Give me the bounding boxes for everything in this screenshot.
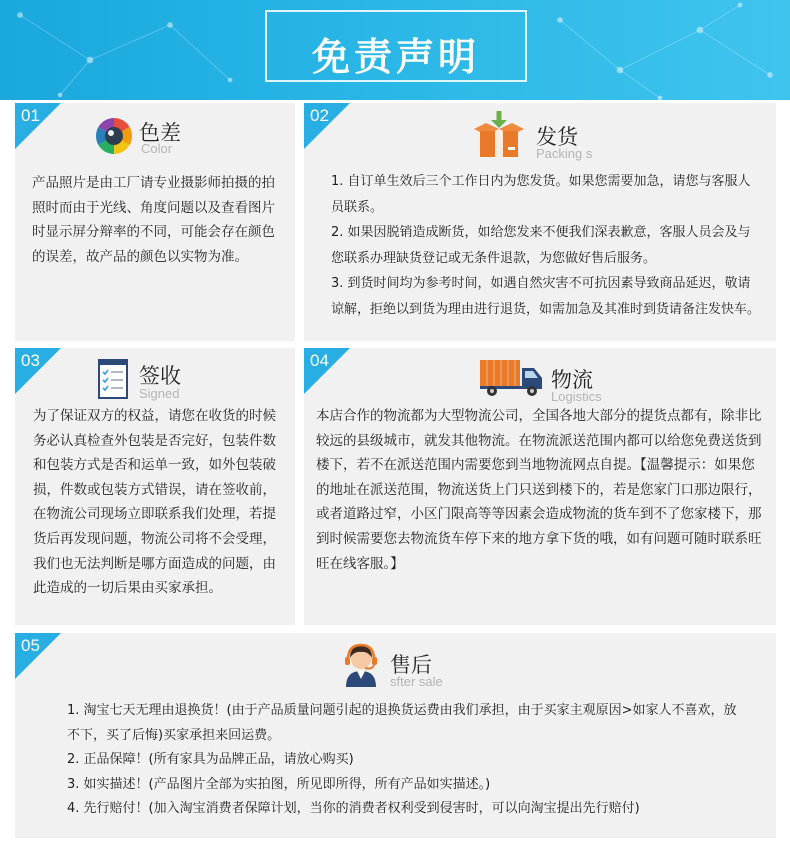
- body-line: 本店合作的物流都为大型物流公司，全国各地大部分的提货点都有，除非比较远的县级城市，就发其他物流。在物流派送范围内都可以给您免费送货到楼下，若不在派送范围内需要您到当地物流网点自提。【温馨提示：如果您的地址在派送范围，物流送货上门只送到楼下的，若是您家门口那边限行，或者道路过窄，小区门限高等等因素会造成物流的货车到不了您家楼下，那到时候需要您去物流货车停下来的地方拿下货的哦，如有问题可随时联系旺旺在线客服。】: [316, 408, 762, 572]
- section-after-sale: [15, 633, 776, 838]
- section-title: 发货: [536, 125, 578, 149]
- section-body: [32, 171, 282, 269]
- package-box-icon: [472, 109, 526, 159]
- section-body: [67, 699, 747, 822]
- section-number: 03: [21, 351, 40, 370]
- section-subtitle: Logistics: [551, 389, 602, 404]
- section-signed: [15, 348, 295, 625]
- section-number: 04: [310, 351, 329, 370]
- section-title: 色差: [139, 121, 181, 145]
- body-line: 3. 如实描述！(产品图片全部为实拍图，所见即所得，所有产品如实描述。): [67, 776, 491, 792]
- section-title: 售后: [390, 653, 432, 677]
- body-line: 为了保证双方的权益，请您在收货的时候务必认真检查外包装是否完好，包装件数和包装方式是否和运单一致，如外包装破损，件数或包装方式错误，请在签收前，在物流公司现场立即联系我们处理，若提货后再发现问题，物流公司将不会受理，我们也无法判断是哪方面造成的问题，由此造成的一切后果由买家承担。: [33, 408, 276, 597]
- section-packing: [304, 103, 776, 341]
- section-subtitle: Color: [141, 141, 173, 156]
- checklist-icon: [98, 359, 128, 399]
- section-subtitle: Signed: [139, 386, 180, 401]
- section-body: [331, 169, 761, 322]
- section-body: [33, 404, 283, 601]
- section-subtitle: Packing s: [536, 146, 593, 161]
- section-number: 02: [310, 106, 329, 125]
- section-title: 物流: [551, 368, 593, 392]
- section-color: [15, 103, 295, 341]
- body-line: 2. 如果因脱销造成断货，如给您发来不便我们深表歉意，客服人员会及与您联系办理缺货登记或无条件退款，为您做好售后服务。: [331, 225, 751, 266]
- section-number: 01: [21, 106, 40, 125]
- body-line: 3. 到货时间均为参考时间，如遇自然灾害不可抗因素导致商品延迟，敬请谅解，拒绝以到货为理由进行退货，如需加急及其准时到货请备注发快车。: [331, 276, 761, 317]
- body-line: 2. 正品保障！(所有家具为品牌正品，请放心购买): [67, 752, 354, 767]
- section-subtitle: sfter sale: [390, 674, 443, 689]
- section-logistics: [304, 348, 776, 625]
- title-frame: [265, 10, 527, 82]
- section-number: 05: [21, 636, 40, 655]
- section-title: 签收: [139, 364, 181, 388]
- delivery-truck-icon: [478, 358, 546, 398]
- body-line: 产品照片是由工厂请专业摄影师拍摄的拍照时而由于光线、角度问题以及查看图片时显示屏分辩率的不同，可能会存在颜色的误差，故产品的颜色以实物为准。: [32, 175, 275, 265]
- body-line: 1. 淘宝七天无理由退换货！(由于产品质量问题引起的退换货运费由我们承担，由于买家主观原因>如家人不喜欢，放不下，买了后悔)买家承担来回运费。: [67, 703, 737, 743]
- header-banner: [0, 0, 790, 100]
- camera-lens-icon: [94, 116, 134, 156]
- page-title: 免责声明: [311, 35, 480, 79]
- customer-service-icon: [338, 641, 384, 687]
- section-body: [316, 404, 768, 576]
- body-line: 4. 先行赔付！(加入淘宝消费者保障计划，当你的消费者权利受到侵害时，可以向淘宝提出先行赔付): [67, 801, 640, 816]
- body-line: 1. 自订单生效后三个工作日内为您发货。如果您需要加急，请您与客服人员联系。: [331, 174, 751, 215]
